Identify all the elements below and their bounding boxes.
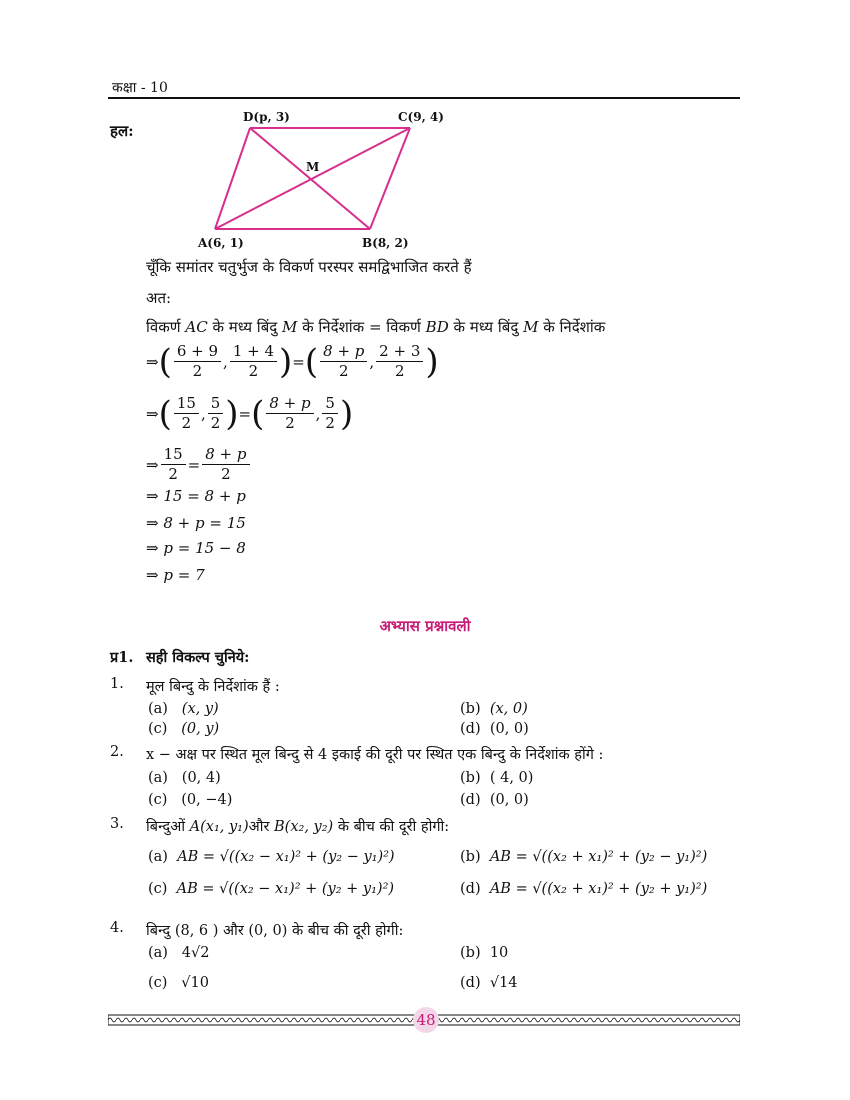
solution-step-5: ⇒ 8 + p = 15 [146, 514, 246, 532]
solution-label: हल: [110, 122, 134, 140]
class-header: कक्षा - 10 [112, 80, 168, 96]
q3-text: बिन्दुओं A(x₁, y₁)और B(x₂, y₂) के बीच की दूरी होगी: [146, 819, 450, 835]
q1-option-d: (d) (0, 0) [460, 721, 529, 737]
vertex-label-d: D(p, 3) [243, 110, 290, 124]
header-rule [108, 97, 740, 99]
q3-number: 3. [110, 816, 124, 832]
question-heading: सही विकल्प चुनिये: [146, 649, 250, 666]
solution-therefore: अत: [146, 289, 172, 307]
solution-step-3: ⇒ $\frac{15}{2}$ = $\frac{8 + p}{2}$ [146, 445, 252, 484]
q1-option-a: (a) (x, y) [148, 701, 219, 717]
q3-option-a: (a) AB = √((x₂ − x₁)² + (y₂ − y₁)²) [148, 849, 395, 865]
solution-step-7: ⇒ p = 7 [146, 566, 205, 584]
q4-option-c: (c) √10 [148, 975, 209, 991]
solution-step-4: ⇒ 15 = 8 + p [146, 487, 246, 505]
q4-option-b: (b) 10 [460, 945, 509, 961]
question-label: प्र1. [110, 649, 134, 666]
q3-option-d: (d) AB = √((x₂ + x₁)² + (y₂ + y₁)²) [460, 881, 708, 897]
q2-option-b: (b) ( 4, 0) [460, 770, 534, 786]
q4-text: बिन्दु (8, 6 ) और (0, 0) के बीच की दूरी होगी: [146, 923, 404, 939]
q1-text: मूल बिन्दु के निर्देशांक हैं : [146, 679, 280, 695]
parallelogram-figure [195, 105, 455, 255]
q1-number: 1. [110, 676, 124, 692]
solution-reason: चूँकि समांतर चतुर्भुज के विकर्ण परस्पर समद्विभाजित करते हैं [146, 258, 472, 276]
solution-step-1: ⇒ ( $\frac{6 + 9}{2}$ , $\frac{1 + 4}{2}$ ) = ( $\frac{8 + p}{2}$ , $\frac{2 + 3}{2}$ ) [146, 341, 439, 382]
q1-option-b: (b) (x, 0) [460, 701, 528, 717]
q2-number: 2. [110, 744, 124, 760]
vertex-label-b: B(8, 2) [362, 236, 409, 250]
vertex-label-c: C(9, 4) [398, 110, 444, 124]
q1-option-c: (c) (0, y) [148, 721, 220, 737]
exercise-title: अभ्यास प्रश्नावली [379, 617, 471, 635]
diagonal-bd [250, 128, 370, 229]
solution-step-2: ⇒ ( $\frac{15}{2}$ , $\frac{5}{2}$ ) = ( $\frac{8 + p}{2}$ , $\frac{5}{2}$ ) [146, 393, 354, 434]
solution-step-6: ⇒ p = 15 − 8 [146, 539, 246, 557]
q4-option-d: (d) √14 [460, 975, 518, 991]
q4-number: 4. [110, 920, 124, 936]
q2-option-a: (a) (0, 4) [148, 770, 221, 786]
page-number: 48 [413, 1007, 439, 1033]
q2-text: x − अक्ष पर स्थित मूल बिन्दु से 4 इकाई की दूरी पर स्थित एक बिन्दु के निर्देशांक होंगे : [146, 747, 604, 763]
vertex-label-m: M [306, 160, 320, 174]
q4-option-a: (a) 4√2 [148, 945, 210, 961]
solution-statement: विकर्ण AC के मध्य बिंदु M के निर्देशांक = विकर्ण BD के मध्य बिंदु M के निर्देशांक [146, 318, 606, 336]
q3-option-b: (b) AB = √((x₂ + x₁)² + (y₂ − y₁)²) [460, 849, 708, 865]
q3-option-c: (c) AB = √((x₂ − x₁)² + (y₂ + y₁)²) [148, 881, 395, 897]
q2-option-d: (d) (0, 0) [460, 792, 529, 808]
vertex-label-a: A(6, 1) [198, 236, 244, 250]
side-cb [370, 128, 410, 229]
q2-option-c: (c) (0, −4) [148, 792, 233, 808]
